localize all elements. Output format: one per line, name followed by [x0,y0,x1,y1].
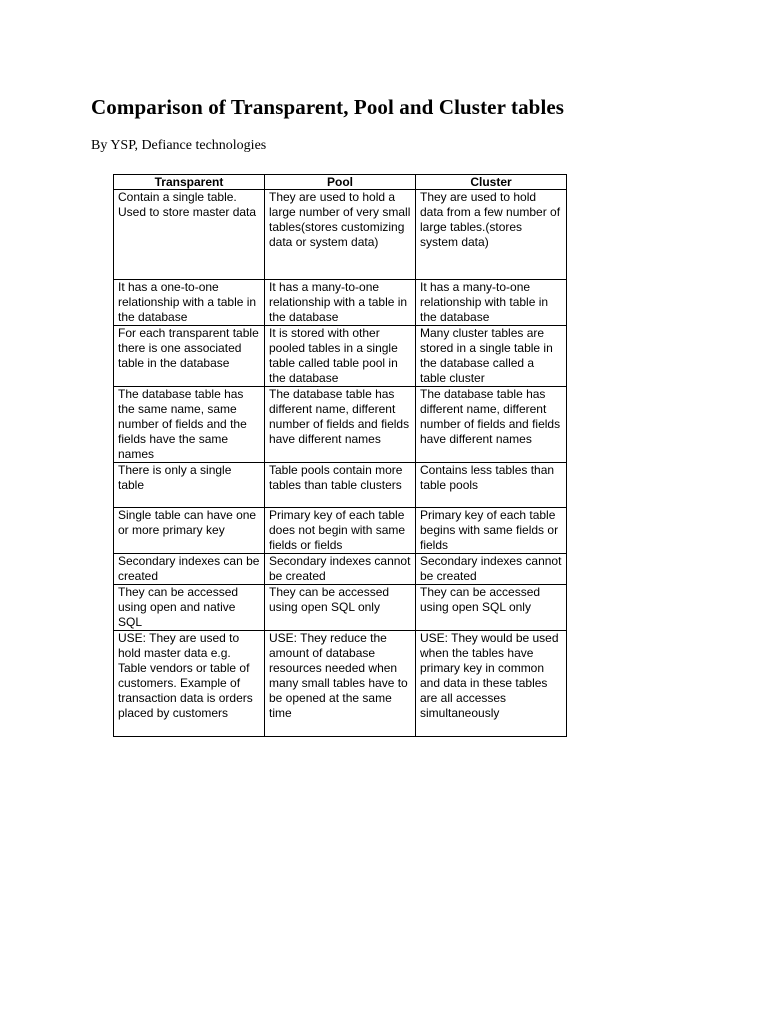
table-cell: Secondary indexes cannot be created [416,554,567,585]
table-cell: It has a one-to-one relationship with a table in the database [114,280,265,326]
table-cell: The database table has different name, different number of fields and fields have different names [416,387,567,463]
table-cell: They can be accessed using open and native SQL [114,585,265,631]
table-cell: Single table can have one or more primary key [114,508,265,554]
table-cell: They are used to hold data from a few number of large tables.(stores system data) [416,190,567,280]
table-cell: They can be accessed using open SQL only [265,585,416,631]
table-row [114,463,567,508]
table-cell: Secondary indexes cannot be created [265,554,416,585]
table-cell: USE: They reduce the amount of database resources needed when many small tables have to be opened at the same time [265,631,416,737]
table-row [114,387,567,463]
table-row [114,326,567,387]
table-row [114,280,567,326]
table-cell: It is stored with other pooled tables in a single table called table pool in the database [265,326,416,387]
table-cell: Contains less tables than table pools [416,463,567,508]
column-header-transparent: Transparent [114,175,265,190]
table-cell: They can be accessed using open SQL only [416,585,567,631]
comparison-table [113,174,567,737]
table-row [114,554,567,585]
page-title: Comparison of Transparent, Pool and Cluster tables [91,95,565,119]
table-cell: They are used to hold a large number of very small tables(stores customizing data or system data) [265,190,416,280]
table-cell: Contain a single table. Used to store master data [114,190,265,280]
table-cell: It has a many-to-one relationship with table in the database [416,280,567,326]
column-header-pool: Pool [265,175,416,190]
table-header-row [114,175,567,190]
table-cell: For each transparent table there is one associated table in the database [114,326,265,387]
table-cell: Primary key of each table begins with same fields or fields [416,508,567,554]
table-cell: USE: They would be used when the tables have primary key in common and data in these tables are all accesses simultaneously [416,631,567,737]
table-cell: Secondary indexes can be created [114,554,265,585]
table-row [114,631,567,737]
table-cell: Many cluster tables are stored in a single table in the database called a table cluster [416,326,567,387]
column-header-cluster: Cluster [416,175,567,190]
table-cell: Table pools contain more tables than table clusters [265,463,416,508]
table-row [114,190,567,280]
table-row [114,585,567,631]
table-cell: It has a many-to-one relationship with a table in the database [265,280,416,326]
table-cell: The database table has different name, different number of fields and fields have different names [265,387,416,463]
table-cell: There is only a single table [114,463,265,508]
table-row [114,508,567,554]
table-cell: USE: They are used to hold master data e.g. Table vendors or table of customers. Example of transaction data is orders placed by customers [114,631,265,737]
author-byline: By YSP, Defiance technologies [91,138,267,153]
table-cell: Primary key of each table does not begin with same fields or fields [265,508,416,554]
table-cell: The database table has the same name, same number of fields and the fields have the same names [114,387,265,463]
